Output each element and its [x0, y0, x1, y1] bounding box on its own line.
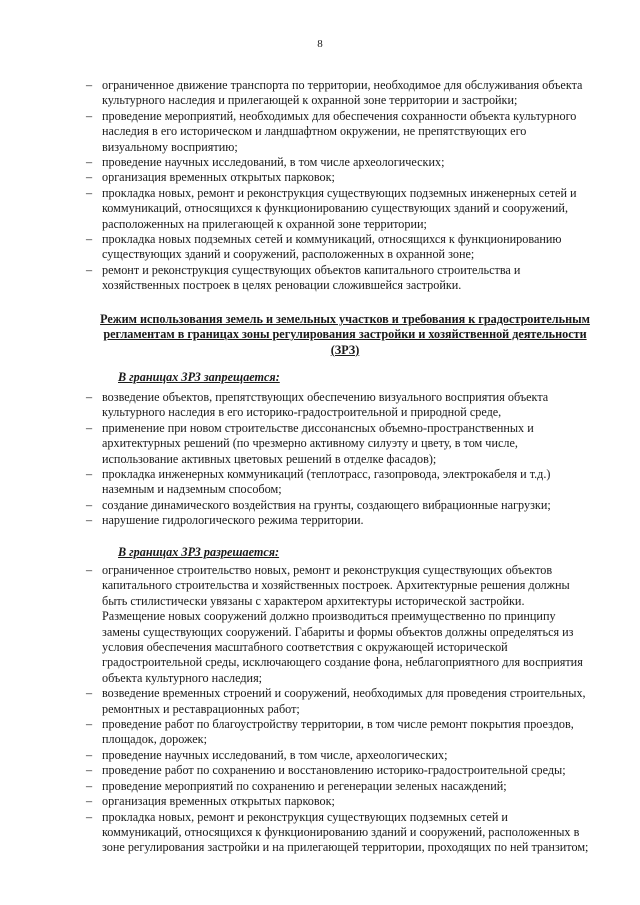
bullet-dash: –	[86, 232, 93, 247]
bullet-dash: –	[86, 390, 93, 404]
list-item	[0, 686, 640, 717]
list-allowed	[0, 563, 640, 856]
bullet-dash: –	[86, 763, 93, 778]
bullet-dash: –	[86, 747, 93, 762]
list-item-text: возведение временных строений и сооружений, необходимых для проведения строительных, ремонтных и реставрационных работ;	[102, 686, 586, 716]
list-item-text: проведение работ по благоустройству территории, в том числе ремонт покрытия проездов, площадок, дорожек;	[102, 717, 574, 747]
bullet-dash: –	[86, 78, 93, 92]
list-item-text: создание динамического воздействия на грунты, создающего вибрационные нагрузки;	[102, 497, 551, 512]
list-item	[0, 748, 640, 763]
list-item-text: проведение мероприятий, необходимых для обеспечения сохранности объекта культурного наследия в его историческом и ландшафтном окружении, не препятствующих его визуальному восприятию;	[102, 108, 577, 154]
list-item-text: применение при новом строительстве диссонансных объемно-пространственных и архитектурных решений (по чрезмерно активному силуэту и цвету, в том числе, использование активных цветовых решений в отделке фасадов);	[102, 420, 534, 466]
bullet-dash: –	[86, 262, 93, 277]
list-item	[0, 390, 640, 421]
bullet-dash: –	[86, 717, 93, 732]
list-item	[0, 186, 640, 232]
list-item	[0, 109, 640, 155]
bullet-dash: –	[86, 563, 93, 577]
bullet-dash: –	[86, 467, 93, 482]
list-item-text: ограниченное строительство новых, ремонт и реконструкция существующих объектов капитального строительства и хозяйственных построек. Архитектурные решения должны быть стилистически увязаны с характером архитектуры исторической застройки. Размещение новых сооружений должно производиться преимущественно по принципу замены существующих сооружений. Габариты и формы объектов должны определяться из условия обеспечения масштабного соответствия с окружающей исторической градостроительной среды, исключающего создание фона, неблагоприятного для восприятия объекта культурного наследия;	[102, 563, 583, 685]
list-item	[0, 717, 640, 748]
bullet-dash: –	[86, 778, 93, 793]
bullet-dash: –	[86, 497, 93, 512]
list-item	[0, 513, 640, 528]
list-item	[0, 563, 640, 686]
list-item	[0, 170, 640, 185]
list-item-text: прокладка новых подземных сетей и коммуникаций, относящихся к функционированию существующих зданий и сооружений, расположенных в охранной зоне;	[102, 232, 562, 262]
list-general-permitted	[0, 78, 640, 294]
bullet-dash: –	[86, 185, 93, 200]
page-number: 8	[317, 38, 323, 50]
list-item-text: ремонт и реконструкция существующих объектов капитального строительства и хозяйственных построек в целях реновации сложившейся застройки.	[102, 262, 521, 293]
list-item-text: ограниченное движение транспорта по территории, необходимое для обслуживания объекта культурного наследия и прилегающей к охранной зоне территории и застройки;	[102, 78, 583, 108]
list-item	[0, 498, 640, 513]
subheading-prohibited: В границах ЗРЗ запрещается:	[118, 370, 280, 384]
list-item-text: проведение работ по сохранению и восстановлению историко-градостроительной среды;	[102, 763, 566, 778]
list-item	[0, 232, 640, 263]
section-title: Режим использования земель и земельных участков и требования к градостроительным регламентам в границах зоны регулирования застройки и хозяйственной деятельности (ЗРЗ)	[100, 312, 590, 357]
list-item-text: проведение научных исследований, в том числе археологических;	[102, 155, 445, 170]
list-item-text: прокладка новых, ремонт и реконструкция существующих подземных инженерных сетей и коммуникаций, относящихся к функционированию существующих зданий и сооружений, расположенных на прилегающей к охранной зоне территории;	[102, 185, 577, 231]
list-item	[0, 810, 640, 856]
bullet-dash: –	[86, 108, 93, 123]
list-item	[0, 263, 640, 294]
bullet-dash: –	[86, 155, 93, 170]
list-item	[0, 78, 640, 109]
list-item-text: прокладка новых, ремонт и реконструкция существующих подземных сетей и коммуникаций, относящихся к функционированию зданий и сооружений, расположенных в зоне регулирования застройки и на прилегающей территории, проходящих по ней транзитом;	[102, 809, 589, 855]
list-item	[0, 779, 640, 794]
list-item-text: организация временных открытых парковок;	[102, 170, 335, 185]
bullet-dash: –	[86, 794, 93, 809]
bullet-dash: –	[86, 686, 93, 701]
list-item	[0, 421, 640, 467]
bullet-dash: –	[86, 809, 93, 824]
bullet-dash: –	[86, 170, 93, 185]
subheading-allowed: В границах ЗРЗ разрешается:	[118, 545, 280, 559]
list-item-text: проведение научных исследований, в том числе, археологических;	[102, 747, 448, 762]
bullet-dash: –	[86, 420, 93, 435]
list-item-text: организация временных открытых парковок;	[102, 794, 335, 809]
list-item	[0, 763, 640, 778]
list-item	[0, 794, 640, 809]
list-prohibited	[0, 390, 640, 529]
list-item-text: нарушение гидрологического режима территории.	[102, 513, 364, 528]
list-item-text: возведение объектов, препятствующих обеспечению визуального восприятия объекта культурного наследия в его историко-градостроительной и природной среде,	[102, 390, 549, 420]
list-item	[0, 155, 640, 170]
list-item	[0, 467, 640, 498]
list-item-text: проведение мероприятий по сохранению и регенерации зеленых насаждений;	[102, 778, 507, 793]
bullet-dash: –	[86, 513, 93, 528]
list-item-text: прокладка инженерных коммуникаций (теплотрасс, газопровода, электрокабеля и т.д.) наземным и надземным способом;	[102, 467, 551, 497]
